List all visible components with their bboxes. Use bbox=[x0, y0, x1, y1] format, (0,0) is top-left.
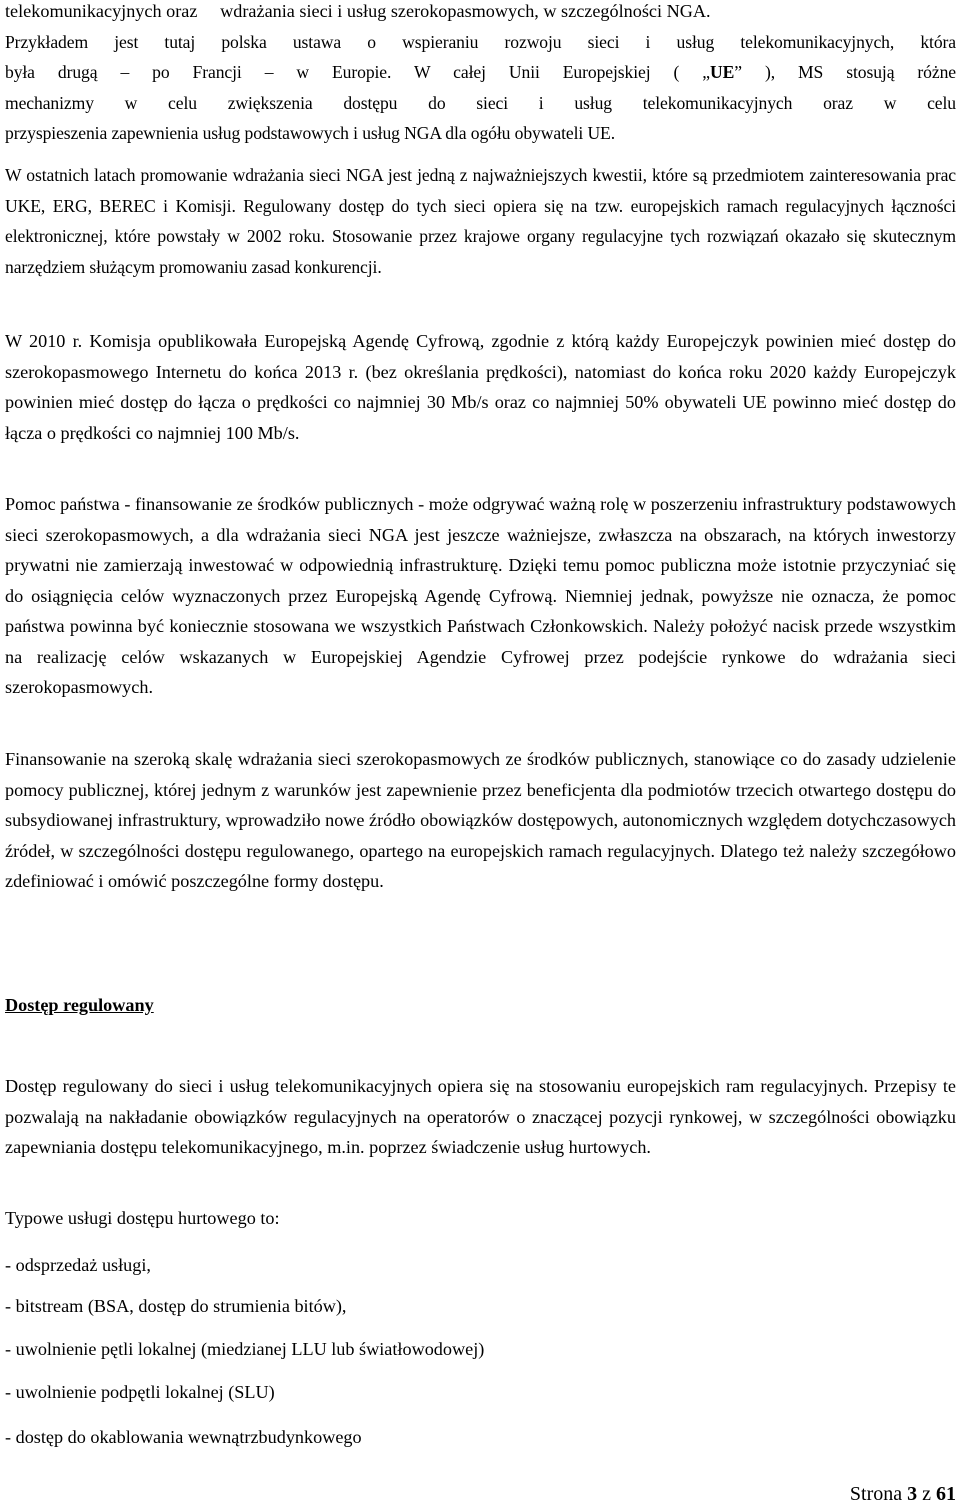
paragraph-public-funding: Finansowanie na szeroką skalę wdrażania sieci szerokopasmowych ze środków publicznych, stanowiące co do zasady udzielenie pomocy publicznej, której jednym z warunków jest zapewnienie przez beneficjenta dla podmiotów trzecich otwartego dostępu do subsydiowanej infrastruktury, wprowadziło nowe źródło obowiązków dostępowych, autonomicznych względem dotychczasowych źródeł, w szczególności dostępu regulowanego, opartego na europejskich ramach regulacyjnych. Dlatego też należy szczegółowo zdefiniować i omówić poszczególne formy dostępu. bbox=[5, 749, 956, 891]
list-item: - bitstream (BSA, dostęp do strumienia bitów), bbox=[5, 1296, 347, 1316]
paragraph-digital-agenda: W 2010 r. Komisja opublikowała Europejską Agendę Cyfrową, zgodnie z którą każdy Europejczyk powinien mieć dostęp do szerokopasmowego Internetu do końca 2013 r. (bez określania prędkości), natomiast do końca roku 2020 każdy Europejczyk powinien mieć dostęp do łącza o prędkości co najmniej 30 Mb/s oraz co najmniej 50% obywateli UE powinno mieć dostęp do łącza o prędkości co najmniej 100 Mb/s. bbox=[5, 331, 956, 443]
paragraph-intro bbox=[5, 0, 956, 149]
list-item: - dostęp do okablowania wewnątrzbudynkowego bbox=[5, 1427, 362, 1447]
paragraph-nga-promotion: W ostatnich latach promowanie wdrażania sieci NGA jest jedną z najważniejszych kwestii, które są przedmiotem zainteresowania prac UKE, ERG, BEREC i Komisji. Regulowany dostęp do tych sieci opiera się na tzw. europejskich ramach regulacyjnych łączności elektronicznej, które powstały w 2002 roku. Stosowanie przez krajowe organy regulacyjne tych rozwiązań okazało się skutecznym narzędziem służącym promowaniu zasad konkurencji. bbox=[5, 165, 956, 277]
text-span: ” ), MS stosują różne bbox=[734, 62, 956, 82]
list-item: - uwolnienie podpętli lokalnej (SLU) bbox=[5, 1382, 275, 1402]
text-line: telekomunikacyjnych oraz wdrażania sieci i usług szerokopasmowych, w szczególności NGA. bbox=[5, 1, 711, 21]
total-pages: 61 bbox=[936, 1483, 956, 1505]
paragraph-regulated-access: Dostęp regulowany do sieci i usług telekomunikacyjnych opiera się na stosowaniu europejskich ram regulacyjnych. Przepisy te pozwalają na nakładanie obowiązków regulacyjnych na operatorów o znaczącej pozycji rynkowej, w szczególności obowiązku zapewniania dostępu telekomunikacyjnego, m.in. poprzez świadczenie usług hurtowych. bbox=[5, 1076, 956, 1157]
list-item: - odsprzedaż usługi, bbox=[5, 1255, 151, 1275]
text-line: przyspieszenia zapewnienia usług podstawowych i usług NGA dla ogółu obywateli UE. bbox=[5, 123, 615, 143]
list-item: - uwolnienie pętli lokalnej (miedzianej LLU lub światłowodowej) bbox=[5, 1339, 485, 1359]
text-span: była drugą – po Francji – w Europie. W całej Unii Europejskiej ( „ bbox=[5, 62, 710, 82]
page-separator: z bbox=[922, 1483, 931, 1505]
section-heading: Dostęp regulowany bbox=[5, 995, 154, 1015]
current-page: 3 bbox=[907, 1483, 918, 1505]
ue-abbreviation: UE bbox=[709, 62, 735, 82]
paragraph-wholesale-intro: Typowe usługi dostępu hurtowego to: bbox=[5, 1208, 280, 1228]
paragraph-state-aid: Pomoc państwa - finansowanie ze środków publicznych - może odgrywać ważną rolę w poszerzeniu infrastruktury podstawowych sieci szerokopasmowych, a dla wdrażania sieci NGA jest jeszcze ważniejsze, zwłaszcza na obszarach, na których inwestorzy prywatni nie zamierzają inwestować w odpowiednią infrastrukturę. Dzięki temu pomoc publiczna może istotnie przyczyniać się do osiągnięcia celów wyznaczonych przez Europejską Agendę Cyfrową. Niemniej jednak, powyższe nie oznacza, że pomoc państwa powinna być koniecznie stosowana we wszystkich Państwach Członkowskich. Należy położyć nacisk przede wszystkim na realizację celów wskazanych w Europejskiej Agendzie Cyfrowej przez podejście rynkowe do wdrażania sieci szerokopasmowych. bbox=[5, 494, 956, 697]
text-line: Przykładem jest tutaj polska ustawa o wspieraniu rozwoju sieci i usług telekomunikacyjnych, która bbox=[5, 31, 956, 52]
text-line: mechanizmy w celu zwiększenia dostępu do sieci i usług telekomunikacyjnych oraz w celu bbox=[5, 92, 956, 113]
text-line bbox=[5, 57, 956, 88]
page-number bbox=[850, 1481, 956, 1507]
page-label: Strona bbox=[849, 1483, 903, 1505]
